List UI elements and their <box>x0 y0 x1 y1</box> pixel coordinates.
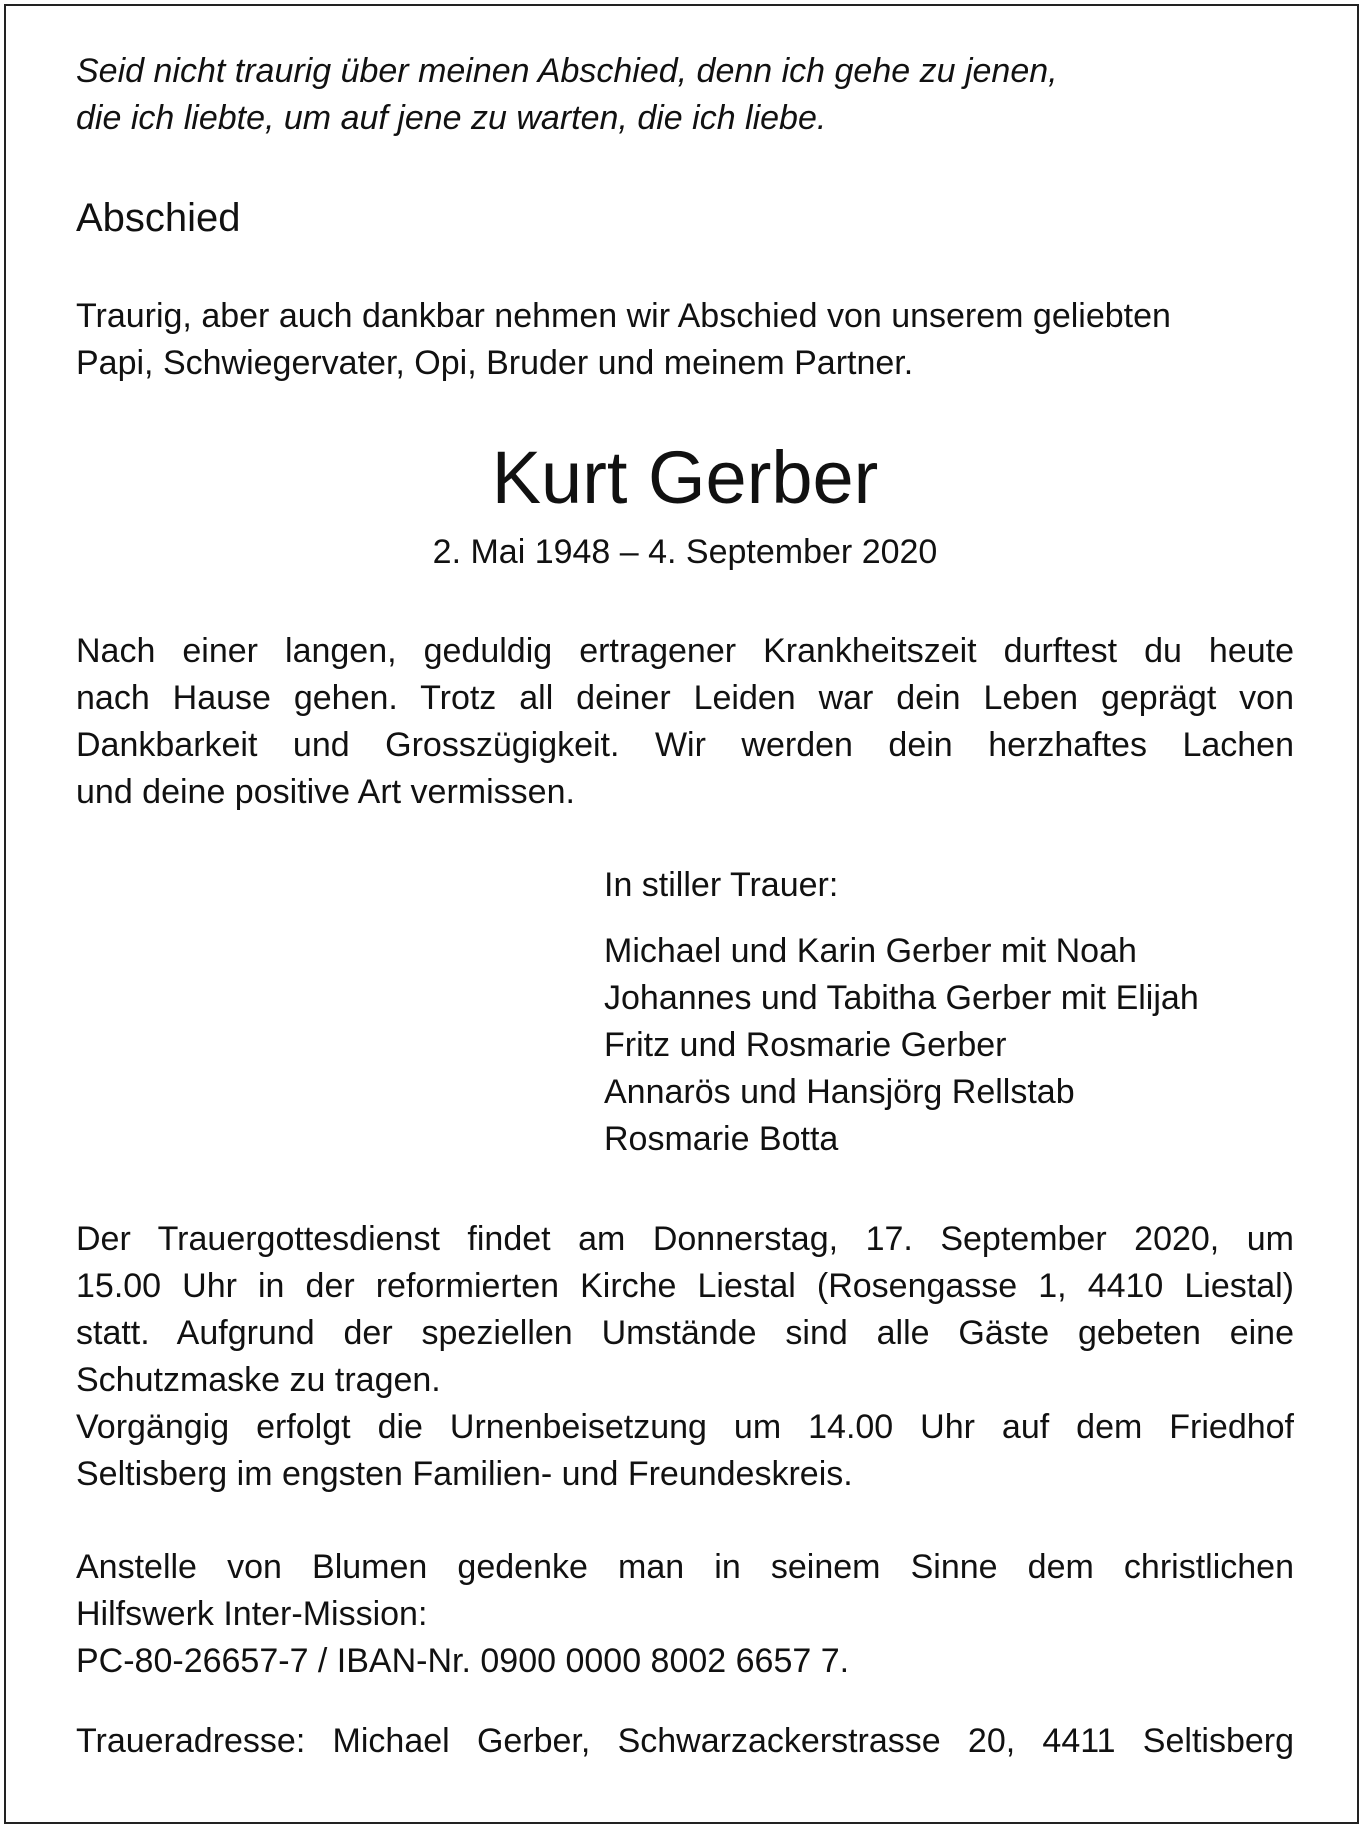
mourner-name: Johannes und Tabitha Gerber mit Elijah <box>604 979 1199 1017</box>
deceased-name: Kurt Gerber <box>491 436 879 519</box>
address-line: Traueradresse: Michael Gerber, Schwarzackerstrasse 20, 4411 Seltisberg <box>76 1722 1294 1760</box>
message-line: Nach einer langen, geduldig ertragener Krankheitszeit durftest du heute <box>76 632 1294 670</box>
life-dates: 2. Mai 1948 – 4. September 2020 <box>432 533 938 571</box>
donation-line: Hilfswerk Inter-Mission: <box>76 1595 428 1633</box>
message-line: und deine positive Art vermissen. <box>76 773 575 811</box>
mourner-name: Annarös und Hansjörg Rellstab <box>604 1073 1075 1111</box>
mourners-list <box>604 928 1199 1163</box>
donation-line: Anstelle von Blumen gedenke man in seinem Sinne dem christlichen <box>76 1548 1294 1586</box>
service-line: Seltisberg im engsten Familien- und Freundeskreis. <box>76 1455 853 1493</box>
quote-line: die ich liebte, um auf jene zu warten, die ich liebe. <box>76 99 827 137</box>
donation-line: PC-80-26657-7 / IBAN-Nr. 0900 0000 8002 6657 7. <box>76 1642 850 1680</box>
service-details <box>76 1216 1294 1498</box>
mourner-name: Michael und Karin Gerber mit Noah <box>604 932 1137 970</box>
farewell-message <box>76 628 1294 816</box>
service-line: Der Trauergottesdienst findet am Donnerstag, 17. September 2020, um <box>76 1220 1294 1258</box>
service-line: 15.00 Uhr in der reformierten Kirche Liestal (Rosengasse 1, 4410 Liestal) <box>76 1267 1294 1305</box>
quote-line: Seid nicht traurig über meinen Abschied, denn ich gehe zu jenen, <box>76 52 1058 90</box>
mourner-name: Rosmarie Botta <box>604 1120 839 1158</box>
message-line: nach Hause gehen. Trotz all deiner Leiden war dein Leben geprägt von <box>76 679 1294 717</box>
mourning-address <box>76 1718 1294 1765</box>
service-line: statt. Aufgrund der speziellen Umstände sind alle Gäste gebeten eine <box>76 1314 1294 1352</box>
service-line: Vorgängig erfolgt die Urnenbeisetzung um 14.00 Uhr auf dem Friedhof <box>76 1408 1294 1446</box>
notice-heading: Abschied <box>76 196 241 240</box>
intro-line: Papi, Schwiegervater, Opi, Bruder und meinem Partner. <box>76 344 914 382</box>
service-line: Schutzmaske zu tragen. <box>76 1361 441 1399</box>
mourners-title: In stiller Trauer: <box>604 866 839 904</box>
opening-quote <box>76 48 1294 142</box>
message-line: Dankbarkeit und Grosszügigkeit. Wir werden dein herzhaftes Lachen <box>76 726 1294 764</box>
donation-details <box>76 1544 1294 1685</box>
intro-line: Traurig, aber auch dankbar nehmen wir Abschied von unserem geliebten <box>76 297 1171 335</box>
intro-paragraph <box>76 293 1294 387</box>
mourner-name: Fritz und Rosmarie Gerber <box>604 1026 1007 1064</box>
